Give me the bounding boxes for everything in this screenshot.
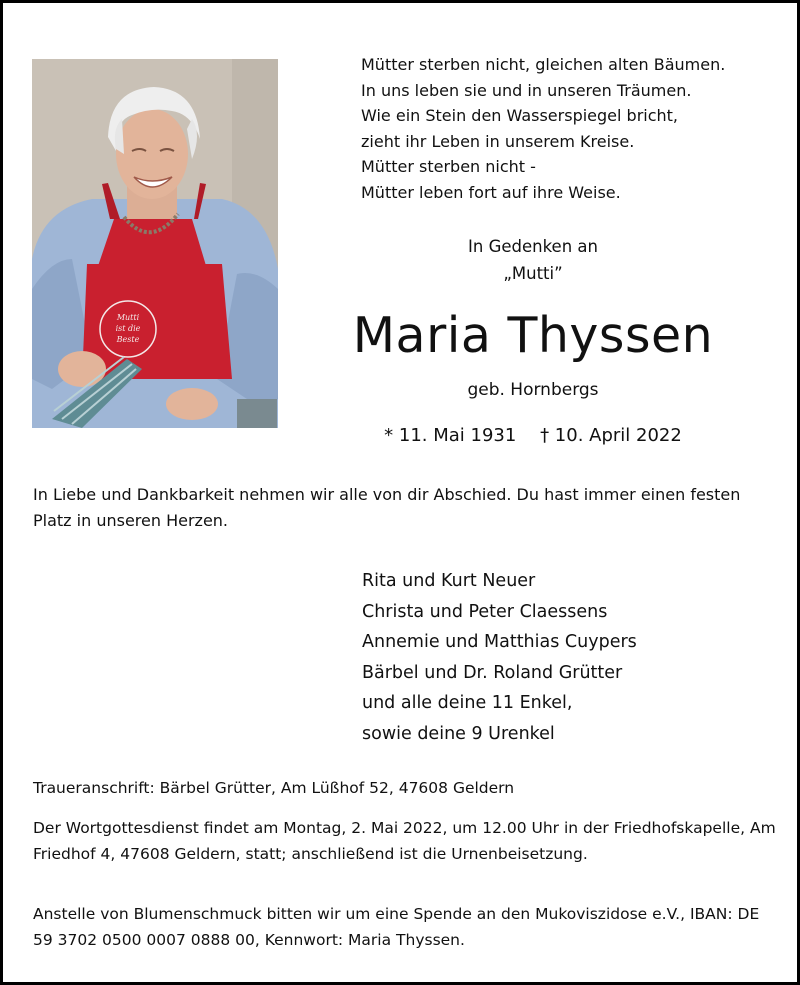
svg-text:Beste: Beste bbox=[116, 335, 140, 344]
nickname-line: „Mutti” bbox=[503, 264, 563, 283]
poem bbox=[361, 52, 781, 205]
farewell-text: In Liebe und Dankbarkeit nehmen wir alle von dir Abschied. Du hast immer einen festen Platz in unseren Herzen. bbox=[33, 485, 741, 530]
svg-text:ist die: ist die bbox=[115, 324, 141, 333]
in-memory-line: In Gedenken an bbox=[468, 237, 598, 256]
poem-line: In uns leben sie und in unseren Träumen. bbox=[361, 80, 692, 100]
life-dates bbox=[343, 422, 723, 450]
mourner-line: und alle deine 11 Enkel, bbox=[362, 693, 573, 713]
service-info: Der Wortgottesdienst findet am Montag, 2. Mai 2022, um 12.00 Uhr in der Friedhofskapelle, Am Friedhof 4, 47608 Geldern, statt; anschließend ist die Urnenbeisetzung. bbox=[33, 819, 776, 863]
poem-line: zieht ihr Leben in unserem Kreise. bbox=[361, 131, 635, 151]
mourner-line: Bärbel und Dr. Roland Grütter bbox=[362, 662, 623, 683]
donation-info: Anstelle von Blumenschmuck bitten wir um eine Spende an den Mukoviszidose e.V., IBAN: DE 59 3702 0500 0007 0888 00, Kennwort: Maria Thyssen. bbox=[33, 905, 760, 949]
portrait-illustration bbox=[32, 59, 278, 428]
poem-line: Mütter sterben nicht - bbox=[361, 157, 536, 176]
deceased-name: Maria Thyssen bbox=[352, 307, 714, 364]
death-date: † 10. April 2022 bbox=[540, 425, 682, 446]
maiden-name: geb. Hornbergs bbox=[467, 380, 599, 400]
poem-line: Wie ein Stein den Wasserspiegel bricht, bbox=[361, 106, 679, 125]
poem-line: Mütter leben fort auf ihre Weise. bbox=[361, 182, 621, 202]
mourner-line: Rita und Kurt Neuer bbox=[362, 571, 536, 591]
mourner-line: Christa und Peter Claessens bbox=[362, 601, 608, 622]
mourner-line: Annemie und Matthias Cuypers bbox=[362, 632, 637, 652]
in-memory-heading bbox=[333, 233, 733, 287]
portrait-photo bbox=[32, 59, 278, 428]
mourning-address: Traueranschrift: Bärbel Grütter, Am Lüßhof 52, 47608 Geldern bbox=[33, 779, 515, 797]
poem-line: Mütter sterben nicht, gleichen alten Bäumen. bbox=[361, 55, 726, 74]
mourners-list bbox=[362, 566, 762, 749]
mourner-line: sowie deine 9 Urenkel bbox=[362, 723, 555, 744]
svg-text:Mutti: Mutti bbox=[116, 313, 140, 322]
birth-date: * 11. Mai 1931 bbox=[384, 425, 517, 446]
